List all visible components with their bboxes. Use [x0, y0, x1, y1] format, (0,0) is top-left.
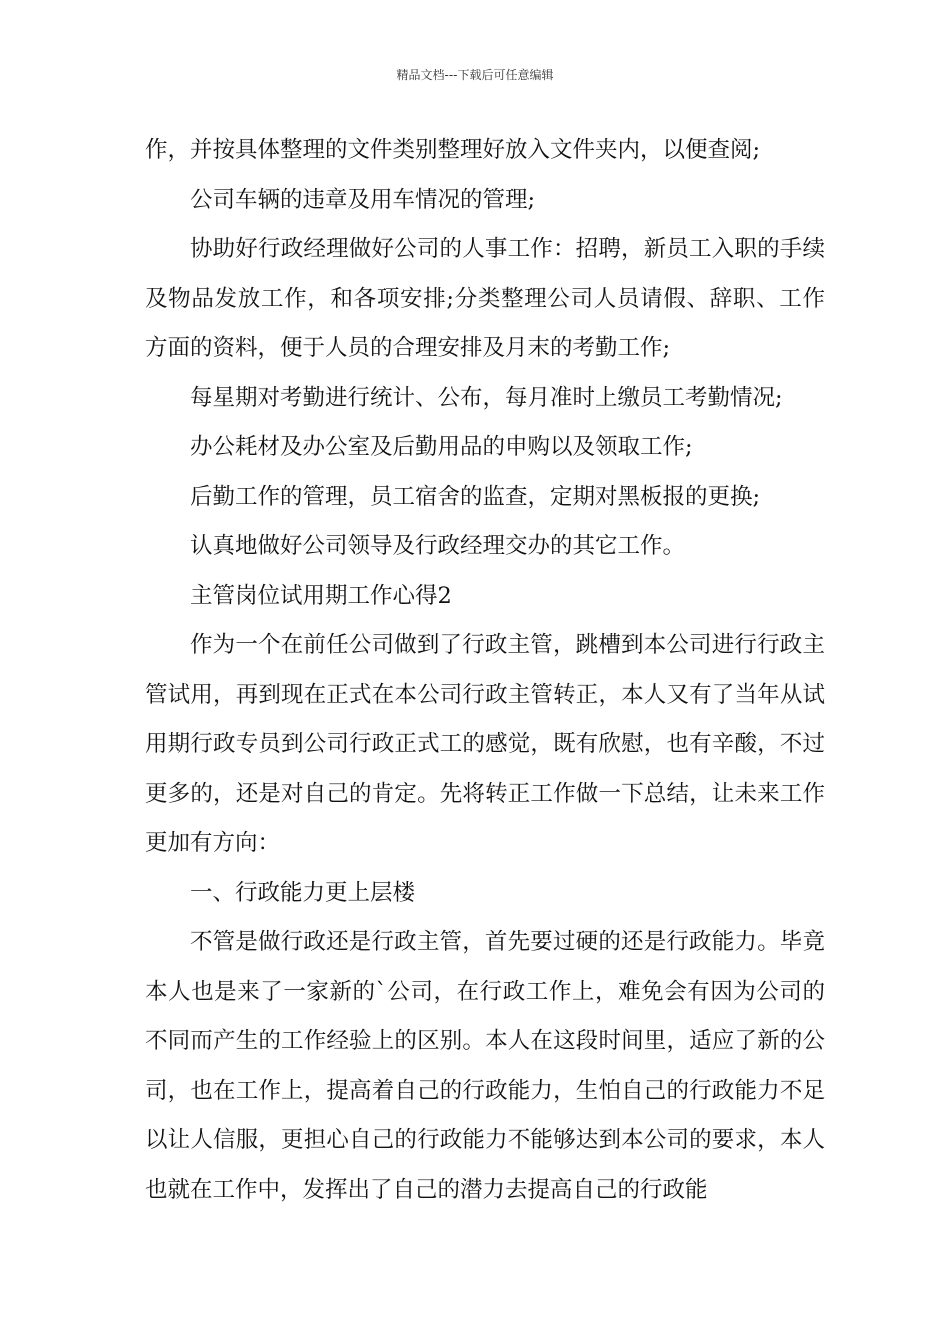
- paragraph: 每星期对考勤进行统计、公布，每月准时上缴员工考勤情况;: [190, 384, 783, 411]
- paragraph: 后勤工作的管理，员工宿舍的监查，定期对黑板报的更换;: [190, 483, 761, 510]
- page-header: 精品文档---下载后可任意编辑: [396, 68, 554, 82]
- section-heading: 一、行政能力更上层楼: [190, 879, 416, 906]
- paragraph: 办公耗材及办公室及后勤用品的申购以及领取工作;: [190, 434, 693, 460]
- paragraph: 公司车辆的违章及用车情况的管理;: [190, 186, 536, 213]
- paragraph: 不管是做行政还是行政主管，首先要过硬的还是行政能力。毕竟本人也是来了一家新的`公司，在行政工作上，难免会有因为公司的不同而产生的工作经验上的区别。本人在这段时间里，适应了新的公司，也在工作上，提高着自己的行政能力，生怕自己的行政能力不足以让人信服，更担心自己的行政能力不能够达到本公司的要求，本人也就在工作中，发挥出了自己的潜力去提高自己的行政能: [145, 929, 825, 1203]
- document-body: [145, 126, 825, 1215]
- section-title: 主管岗位试用期工作心得2: [190, 582, 452, 609]
- paragraph: 协助好行政经理做好公司的人事工作：招聘，新员工入职的手续及物品发放工作，和各项安排;分类整理公司人员请假、辞职、工作方面的资料，便于人员的合理安排及月末的考勤工作;: [145, 236, 825, 361]
- paragraph: 作为一个在前任公司做到了行政主管，跳槽到本公司进行行政主管试用，再到现在正式在本公司行政主管转正，本人又有了当年从试用期行政专员到公司行政正式工的感觉，既有欣慰，也有辛酸，不过更多的，还是对自己的肯定。先将转正工作做一下总结，让未来工作更加有方向：: [145, 632, 825, 856]
- paragraph: 作，并按具体整理的文件类别整理好放入文件夹内，以便查阅;: [145, 137, 761, 163]
- paragraph: 认真地做好公司领导及行政经理交办的其它工作。: [190, 533, 686, 559]
